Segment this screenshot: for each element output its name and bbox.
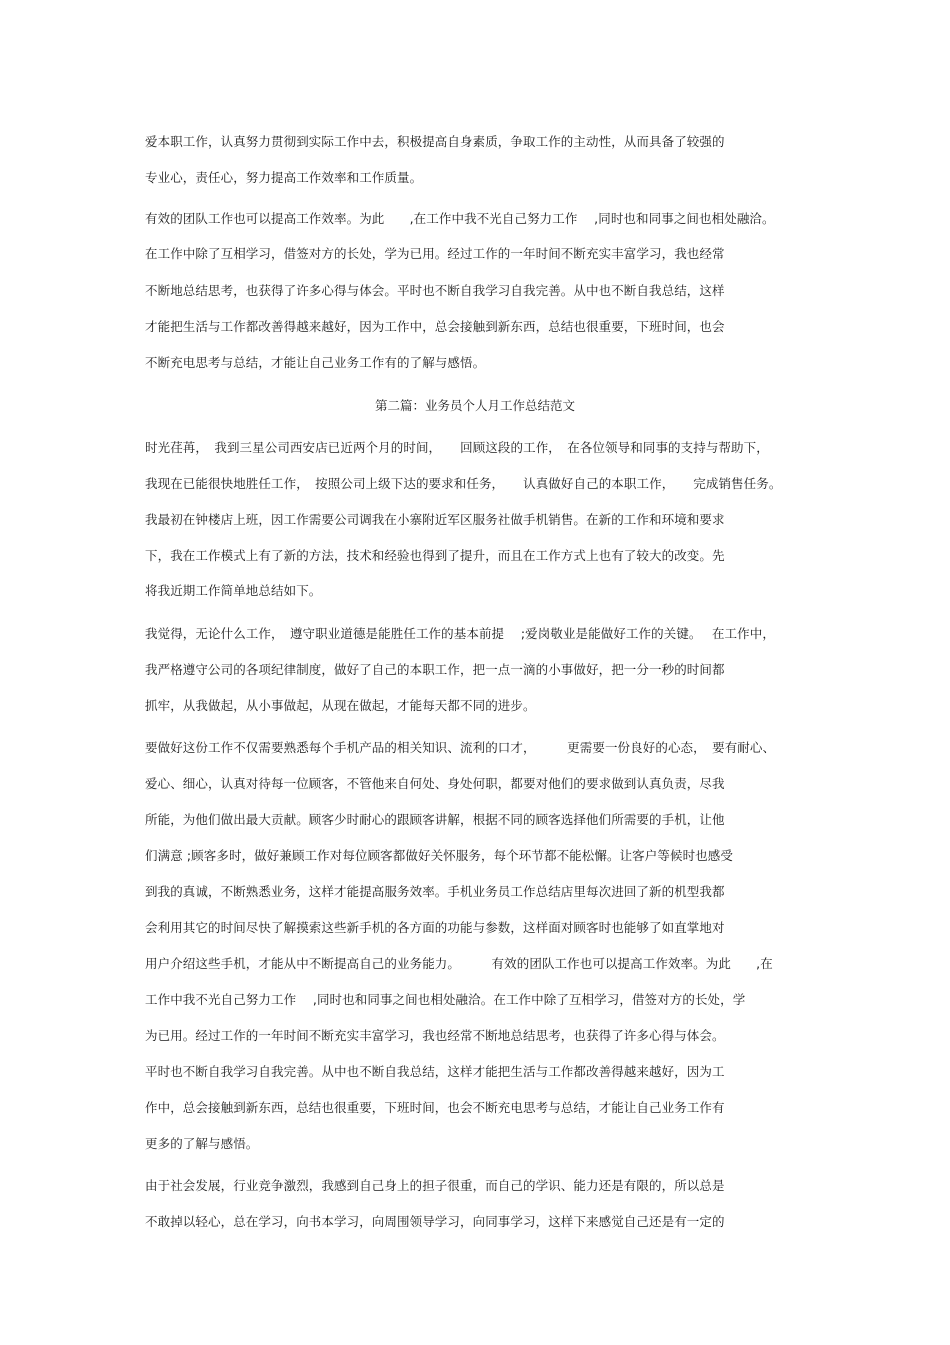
text-line: 抓牢，从我做起，从小事做起，从现在做起，才能每天都不同的进步。 [145, 698, 536, 713]
text-line: 平时也不断自我学习自我完善。从中也不断自我总结，这样才能把生活与工作都改善得越来越好，因为工 [145, 1064, 725, 1079]
text-line: 我严格遵守公司的各项纪律制度，做好了自己的本职工作，把一点一滴的小事做好，把一分一秒的时间都 [145, 662, 725, 677]
text-line: 们满意 ;顾客多时，做好兼顾工作对每位顾客都做好关怀服务，每个环节都不能松懈。让客户等候时也感受 [145, 848, 733, 863]
text-line: 用户介绍这些手机，才能从中不断提高自己的业务能力。 有效的团队工作也可以提高工作效率。为此 ,在 [145, 956, 773, 971]
text-line: 工作中我不光自己努力工作 ,同时也和同事之间也相处融洽。在工作中除了互相学习，借签对方的长处，学 [145, 992, 746, 1007]
text-line: 不断地总结思考，也获得了许多心得与体会。平时也不断自我学习自我完善。从中也不断自我总结，这样 [145, 283, 725, 298]
text-line: 作中，总会接触到新东西，总结也很重要，下班时间，也会不断充电思考与总结，才能让自己业务工作有 [145, 1100, 725, 1115]
text-line: 我现在已能很快地胜任工作， 按照公司上级下达的要求和任务， 认真做好自己的本职工作， 完成销售任务。 [145, 476, 782, 491]
text-line: 下，我在工作模式上有了新的方法，技术和经验也得到了提升，而且在工作方式上也有了较大的改变。先 [145, 548, 725, 563]
section-heading: 第二篇：业务员个人月工作总结范文 [374, 398, 575, 413]
text-line: 更多的了解与感悟。 [145, 1136, 259, 1151]
text-line: 将我近期工作简单地总结如下。 [145, 583, 322, 598]
text-line: 我最初在钟楼店上班，因工作需要公司调我在小寨附近军区服务社做手机销售。在新的工作和环境和要求 [145, 512, 725, 527]
text-line: 专业心，责任心，努力提高工作效率和工作质量。 [145, 170, 423, 185]
text-line: 有效的团队工作也可以提高工作效率。为此 ,在工作中我不光自己努力工作 ,同时也和同事之间也相处融洽。 [145, 211, 775, 226]
text-line: 由于社会发展，行业竞争激烈，我感到自己身上的担子很重，而自己的学识、能力还是有限的，所以总是 [145, 1178, 725, 1193]
text-line: 在工作中除了互相学习，借签对方的长处，学为已用。经过工作的一年时间不断充实丰富学习，我也经常 [145, 246, 725, 261]
text-line: 不断充电思考与总结，才能让自己业务工作有的了解与感悟。 [145, 355, 486, 370]
text-line: 时光荏苒， 我到三星公司西安店已近两个月的时间， 回顾这段的工作， 在各位领导和同事的支持与帮助下， [145, 440, 769, 455]
text-line: 要做好这份工作不仅需要熟悉每个手机产品的相关知识、流利的口才， 更需要一份良好的心态， 要有耐心、 [145, 740, 776, 755]
text-line: 爱本职工作，认真努力贯彻到实际工作中去，积极提高自身素质，争取工作的主动性，从而具备了较强的 [145, 134, 725, 149]
text-line: 不敢掉以轻心，总在学习，向书本学习，向周围领导学习，向同事学习，这样下来感觉自己还是有一定的 [145, 1214, 725, 1229]
text-line: 爱心、细心，认真对待每一位顾客，不管他来自何处、身处何职，都要对他们的要求做到认真负责，尽我 [145, 776, 725, 791]
text-line: 会利用其它的时间尽快了解摸索这些新手机的各方面的功能与参数，这样面对顾客时也能够了如直掌地对 [145, 920, 725, 935]
text-line: 才能把生活与工作都改善得越来越好，因为工作中，总会接触到新东西，总结也很重要，下班时间，也会 [145, 319, 725, 334]
text-line: 所能，为他们做出最大贡献。顾客少时耐心的跟顾客讲解，根据不同的顾客选择他们所需要的手机，让他 [145, 812, 725, 827]
text-line: 为已用。经过工作的一年时间不断充实丰富学习，我也经常不断地总结思考，也获得了许多心得与体会。 [145, 1028, 725, 1043]
text-line: 我觉得，无论什么工作， 遵守职业道德是能胜任工作的基本前提 ;爱岗敬业是能做好工作的关键。 在工作中， [145, 626, 775, 641]
text-line: 到我的真诚，不断熟悉业务，这样才能提高服务效率。手机业务员工作总结店里每次进回了新的机型我都 [145, 884, 725, 899]
